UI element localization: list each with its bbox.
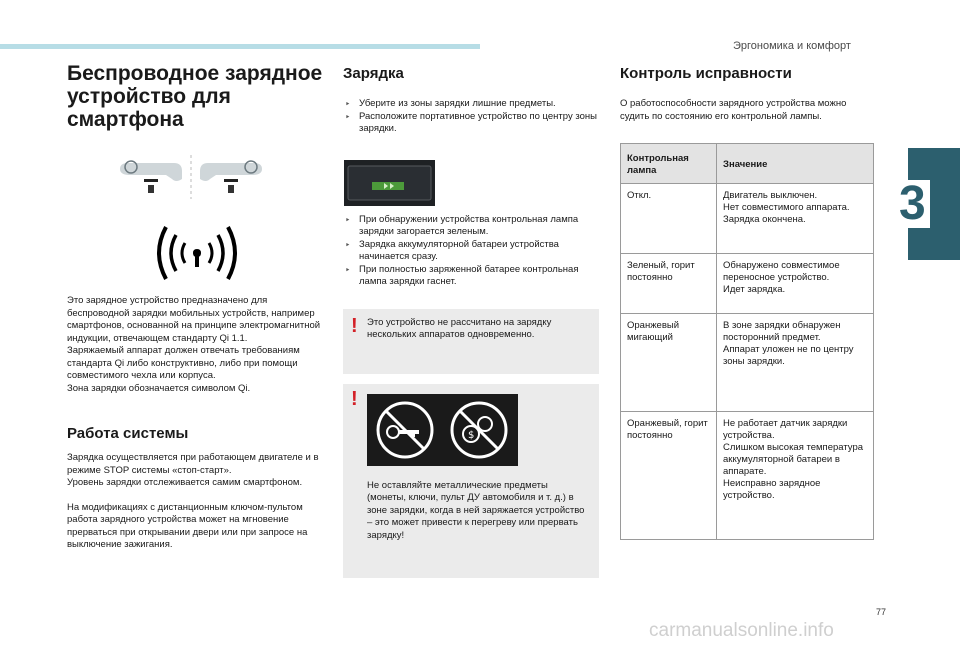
section-title: Эргономика и комфорт <box>733 40 851 52</box>
steering-wheel-illustration <box>116 155 266 199</box>
page-title <box>67 62 325 131</box>
table-header-lamp: Контрольная лампа <box>621 144 717 184</box>
charging-steps-1 <box>343 98 599 136</box>
svg-text:$: $ <box>468 429 475 441</box>
chapter-number: 3 <box>895 180 930 228</box>
diagnostics-intro: О работоспособности зарядного устройства можно судить по состоянию его контрольной лампы. <box>620 98 847 122</box>
step-item: ‣ При полностью заряженной батарее контрольная лампа зарядки гаснет. <box>343 264 599 289</box>
warning-icon: ! <box>351 314 358 337</box>
charging-heading: Зарядка <box>343 65 404 82</box>
table-cell: Обнаружено совместимое переносное устройство. Идет зарядка. <box>717 254 874 314</box>
title-line-2: устройство для смартфона <box>67 85 231 131</box>
note-panel-metal-objects <box>343 384 599 578</box>
step-item: ‣ Уберите из зоны зарядки лишние предметы. <box>343 98 599 111</box>
charging-indicator-image <box>344 160 435 206</box>
page-number: 77 <box>876 607 887 617</box>
note-metal-objects: Не оставляйте металлические предметы (монеты, ключи, пульт ДУ автомобиля и т. д.) в зоне зарядки, когда в ней заряжается устройство – это может привести к перегреву или прервать зарядку! <box>367 479 585 541</box>
charging-steps-2 <box>343 214 599 289</box>
table-row <box>621 412 874 540</box>
no-metal-objects-image <box>367 394 518 466</box>
qi-symbol-icon <box>147 221 247 285</box>
table-header-row <box>621 144 874 184</box>
table-header-meaning: Значение <box>717 144 874 184</box>
table-cell: Двигатель выключен. Нет совместимого аппарата. Зарядка окончена. <box>717 184 874 254</box>
step-item: ‣ При обнаружении устройства контрольная лампа зарядки загорается зеленым. <box>343 214 599 239</box>
note-single-device: Это устройство не рассчитано на зарядку нескольких аппаратов одновременно. <box>367 316 552 340</box>
column-diagnostics <box>620 62 876 540</box>
column-charging <box>343 62 599 578</box>
operation-paragraph-2: Уровень зарядки отслеживается самим смартфоном. <box>67 477 303 488</box>
table-cell: Не работает датчик зарядки устройства. Слишком высокая температура аккумуляторной батареи в аппарате. Неисправно зарядное устройство. <box>717 412 874 540</box>
table-cell: Оранжевый мигающий <box>621 314 717 412</box>
operation-paragraph-3: На модификациях с дистанционным ключом-пультом работа зарядного устройства может на мгновение прерваться при открывании двери или при запросе на выключение зажигания. <box>67 501 308 550</box>
step-item: ‣ Зарядка аккумуляторной батареи устройства начинается сразу. <box>343 239 599 264</box>
operation-heading: Работа системы <box>67 425 189 442</box>
note-panel-single-device <box>343 309 599 374</box>
warning-icon: ! <box>351 387 358 410</box>
table-cell: Оранжевый, горит постоянно <box>621 412 717 540</box>
table-cell: В зоне зарядки обнаружен посторонний предмет. Аппарат уложен не по центру зоны зарядки. <box>717 314 874 412</box>
operation-paragraph-1: Зарядка осуществляется при работающем двигателе и в режиме STOP системы «стоп-старт». <box>67 452 319 476</box>
table-row <box>621 254 874 314</box>
table-row <box>621 184 874 254</box>
column-wireless-charger <box>67 62 325 552</box>
intro-paragraph-2: Заряжаемый аппарат должен отвечать требованиям стандарта Qi либо конструктивно, либо при помощи совместимого чехла или корпуса. <box>67 345 300 381</box>
title-line-1: Беспроводное зарядное <box>67 62 323 85</box>
diagnostics-heading: Контроль исправности <box>620 65 792 82</box>
indicator-table <box>620 143 874 540</box>
top-accent-bar <box>0 44 480 49</box>
table-cell: Зеленый, горит постоянно <box>621 254 717 314</box>
table-row <box>621 314 874 412</box>
watermark: carmanualsonline.info <box>649 620 834 641</box>
intro-paragraph-3: Зона зарядки обозначается символом Qi. <box>67 382 251 394</box>
step-item: ‣ Расположите портативное устройство по центру зоны зарядки. <box>343 111 599 136</box>
intro-paragraph-1: Это зарядное устройство предназначено для беспроводной зарядки мобильных устройств, например смартфонов, основанной на принципе электромагнитной индукции, отвечающем стандарту Qi 1.1. <box>67 295 321 344</box>
table-cell: Откл. <box>621 184 717 254</box>
